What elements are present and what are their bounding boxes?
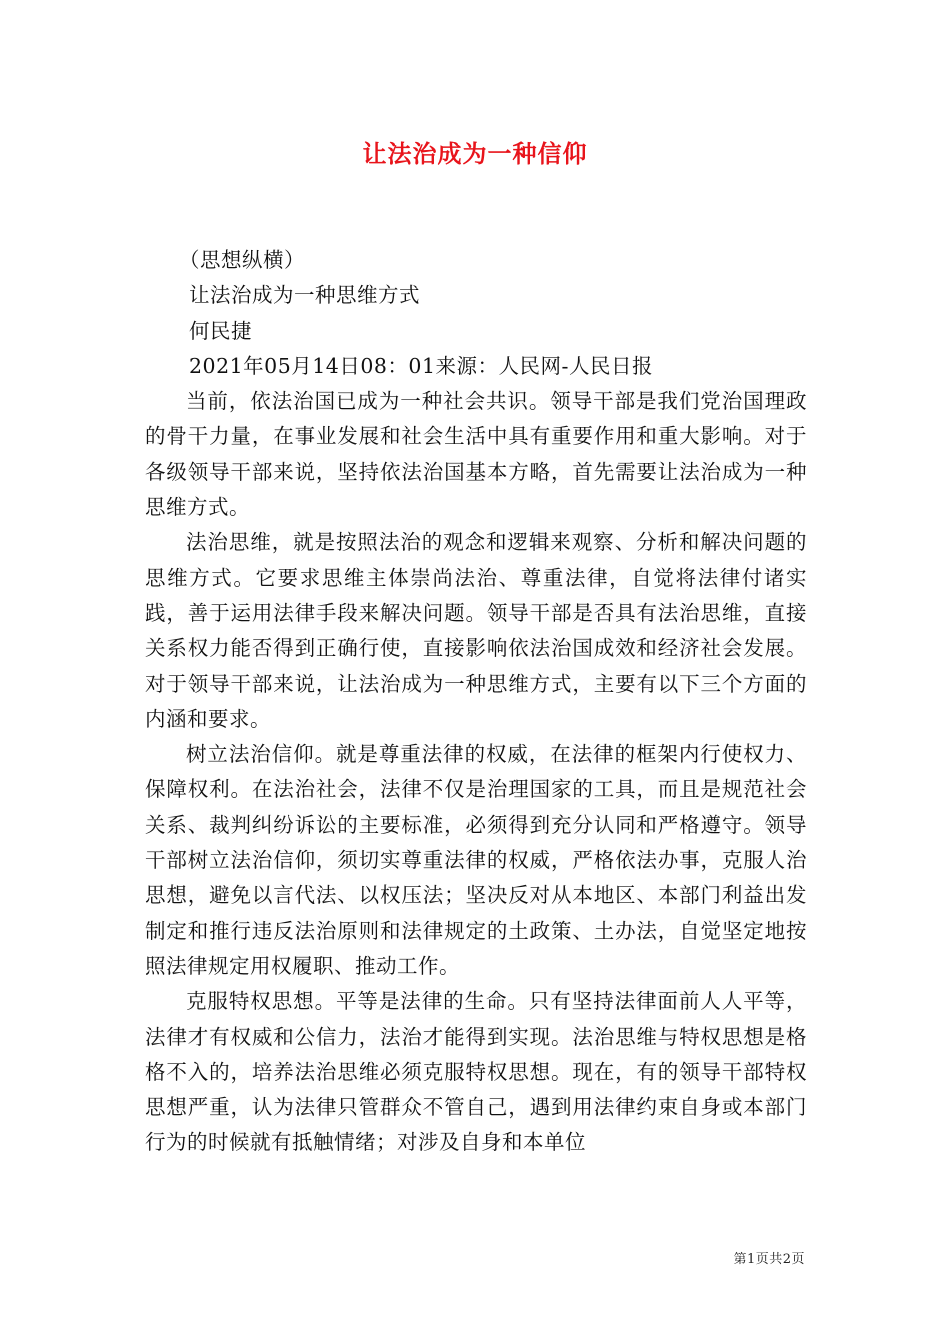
paragraph-2: 法治思维，就是按照法治的观念和逻辑来观察、分析和解决问题的思维方式。它要求思维主体崇尚法治、尊重法律，自觉将法律付诸实践，善于运用法律手段来解决问题。领导干部是否具有法治思维，直接关系权力能否得到正确行使，直接影响依法治国成效和经济社会发展。对于领导干部来说，让法治成为一种思维方式，主要有以下三个方面的内涵和要求。	[145, 530, 807, 731]
author-name: 何民捷	[189, 318, 252, 343]
article-body	[145, 243, 807, 1161]
paragraph-1: 当前，依法治国已成为一种社会共识。领导干部是我们党治国理政的骨干力量，在事业发展和社会生活中具有重要作用和重大影响。对于各级领导干部来说，坚持依法治国基本方略，首先需要让法治成为一种思维方式。	[145, 389, 807, 520]
paragraph-3: 树立法治信仰。就是尊重法律的权威，在法律的框架内行使权力、保障权利。在法治社会，法律不仅是治理国家的工具，而且是规范社会关系、裁判纠纷诉讼的主要标准，必须得到充分认同和严格遵守。领导干部树立法治信仰，须切实尊重法律的权威，严格依法办事，克服人治思想，避免以言代法、以权压法；坚决反对从本地区、本部门利益出发制定和推行违反法治原则和法律规定的土政策、土办法，自觉坚定地按照法律规定用权履职、推动工作。	[145, 742, 807, 978]
article-subtitle: 让法治成为一种思维方式	[189, 283, 420, 308]
document-title: 让法治成为一种信仰	[362, 139, 588, 168]
dateline: 2021年05月14日08：01来源：人民网-人民日报	[189, 353, 653, 378]
column-label: （思想纵横）	[179, 248, 305, 272]
page-number: 第1页共2页	[733, 1252, 805, 1267]
paragraph-4: 克服特权思想。平等是法律的生命。只有坚持法律面前人人平等，法律才有权威和公信力，法治才能得到实现。法治思维与特权思想是格格不入的，培养法治思维必须克服特权思想。现在，有的领导干部特权思想严重，认为法律只管群众不管自己，遇到用法律约束自身或本部门行为的时候就有抵触情绪；对涉及自身和本单位	[145, 989, 807, 1155]
